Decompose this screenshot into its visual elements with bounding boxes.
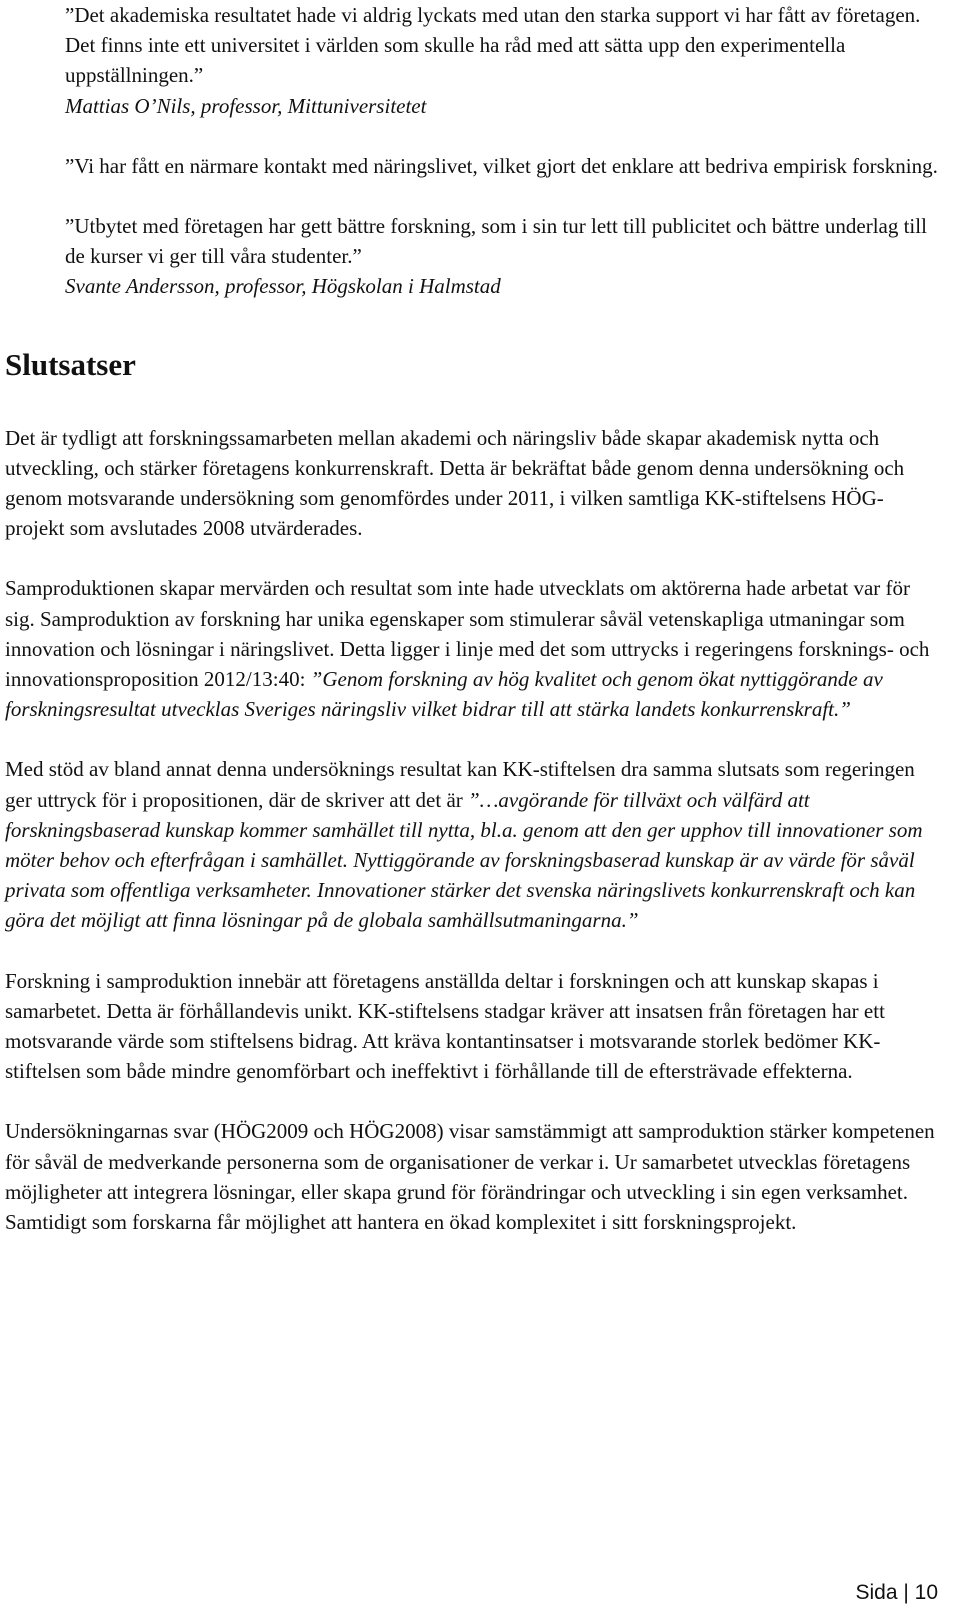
quote-svante: ”Utbytet med företagen har gett bättre forskning, som i sin tur lett till publicitet och bättre underlag till de kurser vi ger till våra studenter.” bbox=[65, 214, 927, 269]
paragraph-samproduktion bbox=[5, 573, 940, 724]
paragraph-text: Med stöd av bland annat denna undersöknings resultat kan KK-stiftelsen dra samma slutsats som regeringen ger uttryck för i propositionen, där de skriver att det är bbox=[5, 757, 915, 812]
paragraph-conclusion: Det är tydligt att forskningssamarbeten mellan akademi och näringsliv både skapar akademisk nytta och utveckling, och stärker företagens konkurrenskraft. Detta är bekräftat både genom denna undersökning och genom motsvarande undersökning som genomfördes under 2011, i vilken samtliga KK-stiftelsens HÖG-projekt som avslutades 2008 utvärderades. bbox=[5, 425, 905, 541]
quote-mattias: ”Det akademiska resultatet hade vi aldrig lyckats med utan den starka support vi har fått av företagen. Det finns inte ett universitet i världen som skulle ha råd med att sätta upp den experimentella uppställningen.” bbox=[65, 3, 921, 88]
proposition-quote: ”Genom forskning av hög kvalitet och genom ökat nyttiggörande av forskningsresultat utvecklas Sveriges näringsliv vilket bidrar till att stärka landets konkurrenskraft.” bbox=[5, 667, 883, 722]
quote-attribution-mattias: Mattias O’Nils, professor, Mittuniversitetet bbox=[65, 93, 427, 118]
paragraph-regeringen bbox=[5, 754, 940, 935]
paragraph-forskning: Forskning i samproduktion innebär att företagens anställda deltar i forskningen och att kunskap skapas i samarbetet. Detta är förhållandevis unikt. KK-stiftelsens stadgar kräver att insatsen från företagen har ett motsvarande värde som stiftelsens bidrag. Att kräva kontantinsatser i motsvarande storlek bedömer KK-stiftelsen som både mindre genomförbart och ineffektivt i förhållande till de eftersträvade effekterna. bbox=[5, 968, 885, 1084]
spacer bbox=[65, 181, 945, 211]
paragraph-text: Samproduktionen skapar mervärden och resultat som inte hade utvecklats om aktörerna hade arbetat var för sig. Samproduktion av forskning har unika egenskaper som stimulerar såväl vetenskapliga utmaningar som innovation och lösningar i näringslivet. Detta ligger i linje med det som uttrycks i regeringens forsknings- och innovationsproposition 2012/13:40: bbox=[5, 576, 930, 692]
quote-empirisk: ”Vi har fått en närmare kontakt med näringslivet, vilket gjort det enklare att bedriva empirisk forskning. bbox=[65, 153, 938, 178]
page-number: Sida | 10 bbox=[855, 1581, 938, 1604]
spacer bbox=[65, 121, 945, 151]
quote-block bbox=[65, 0, 945, 302]
section-body bbox=[5, 423, 945, 1238]
document-page bbox=[5, 0, 945, 1267]
quote-attribution-svante: Svante Andersson, professor, Högskolan i Halmstad bbox=[65, 274, 501, 299]
paragraph-undersokningar: Undersökningarnas svar (HÖG2009 och HÖG2008) visar samstämmigt att samproduktion stärker kompetenen för såväl de medverkande personerna som de organisationer de verkar i. Ur samarbetet utvecklas företagens möjligheter att integrera lösningar, eller skapa grund för förändringar och utveckling i sin egen verksamhet. Samtidigt som forskarna får möjlighet att hantera en ökad komplexitet i sitt forskningsprojekt. bbox=[5, 1119, 935, 1235]
proposition-quote: ”…avgörande för tillväxt och välfärd att forskningsbaserad kunskap kommer samhället till nytta, bl.a. genom att den ger upphov till innovationer som möter behov och efterfrågan i samhället. Nyttiggörande av forskningsbaserad kunskap är av värde för såväl privata som offentliga verksamheter. Innovationer stärker det svenska näringslivets konkurrenskraft och kan göra det möjligt att finna lösningar på de globala samhällsutmaningarna.” bbox=[5, 787, 923, 933]
section-heading: Slutsatser bbox=[5, 346, 136, 382]
